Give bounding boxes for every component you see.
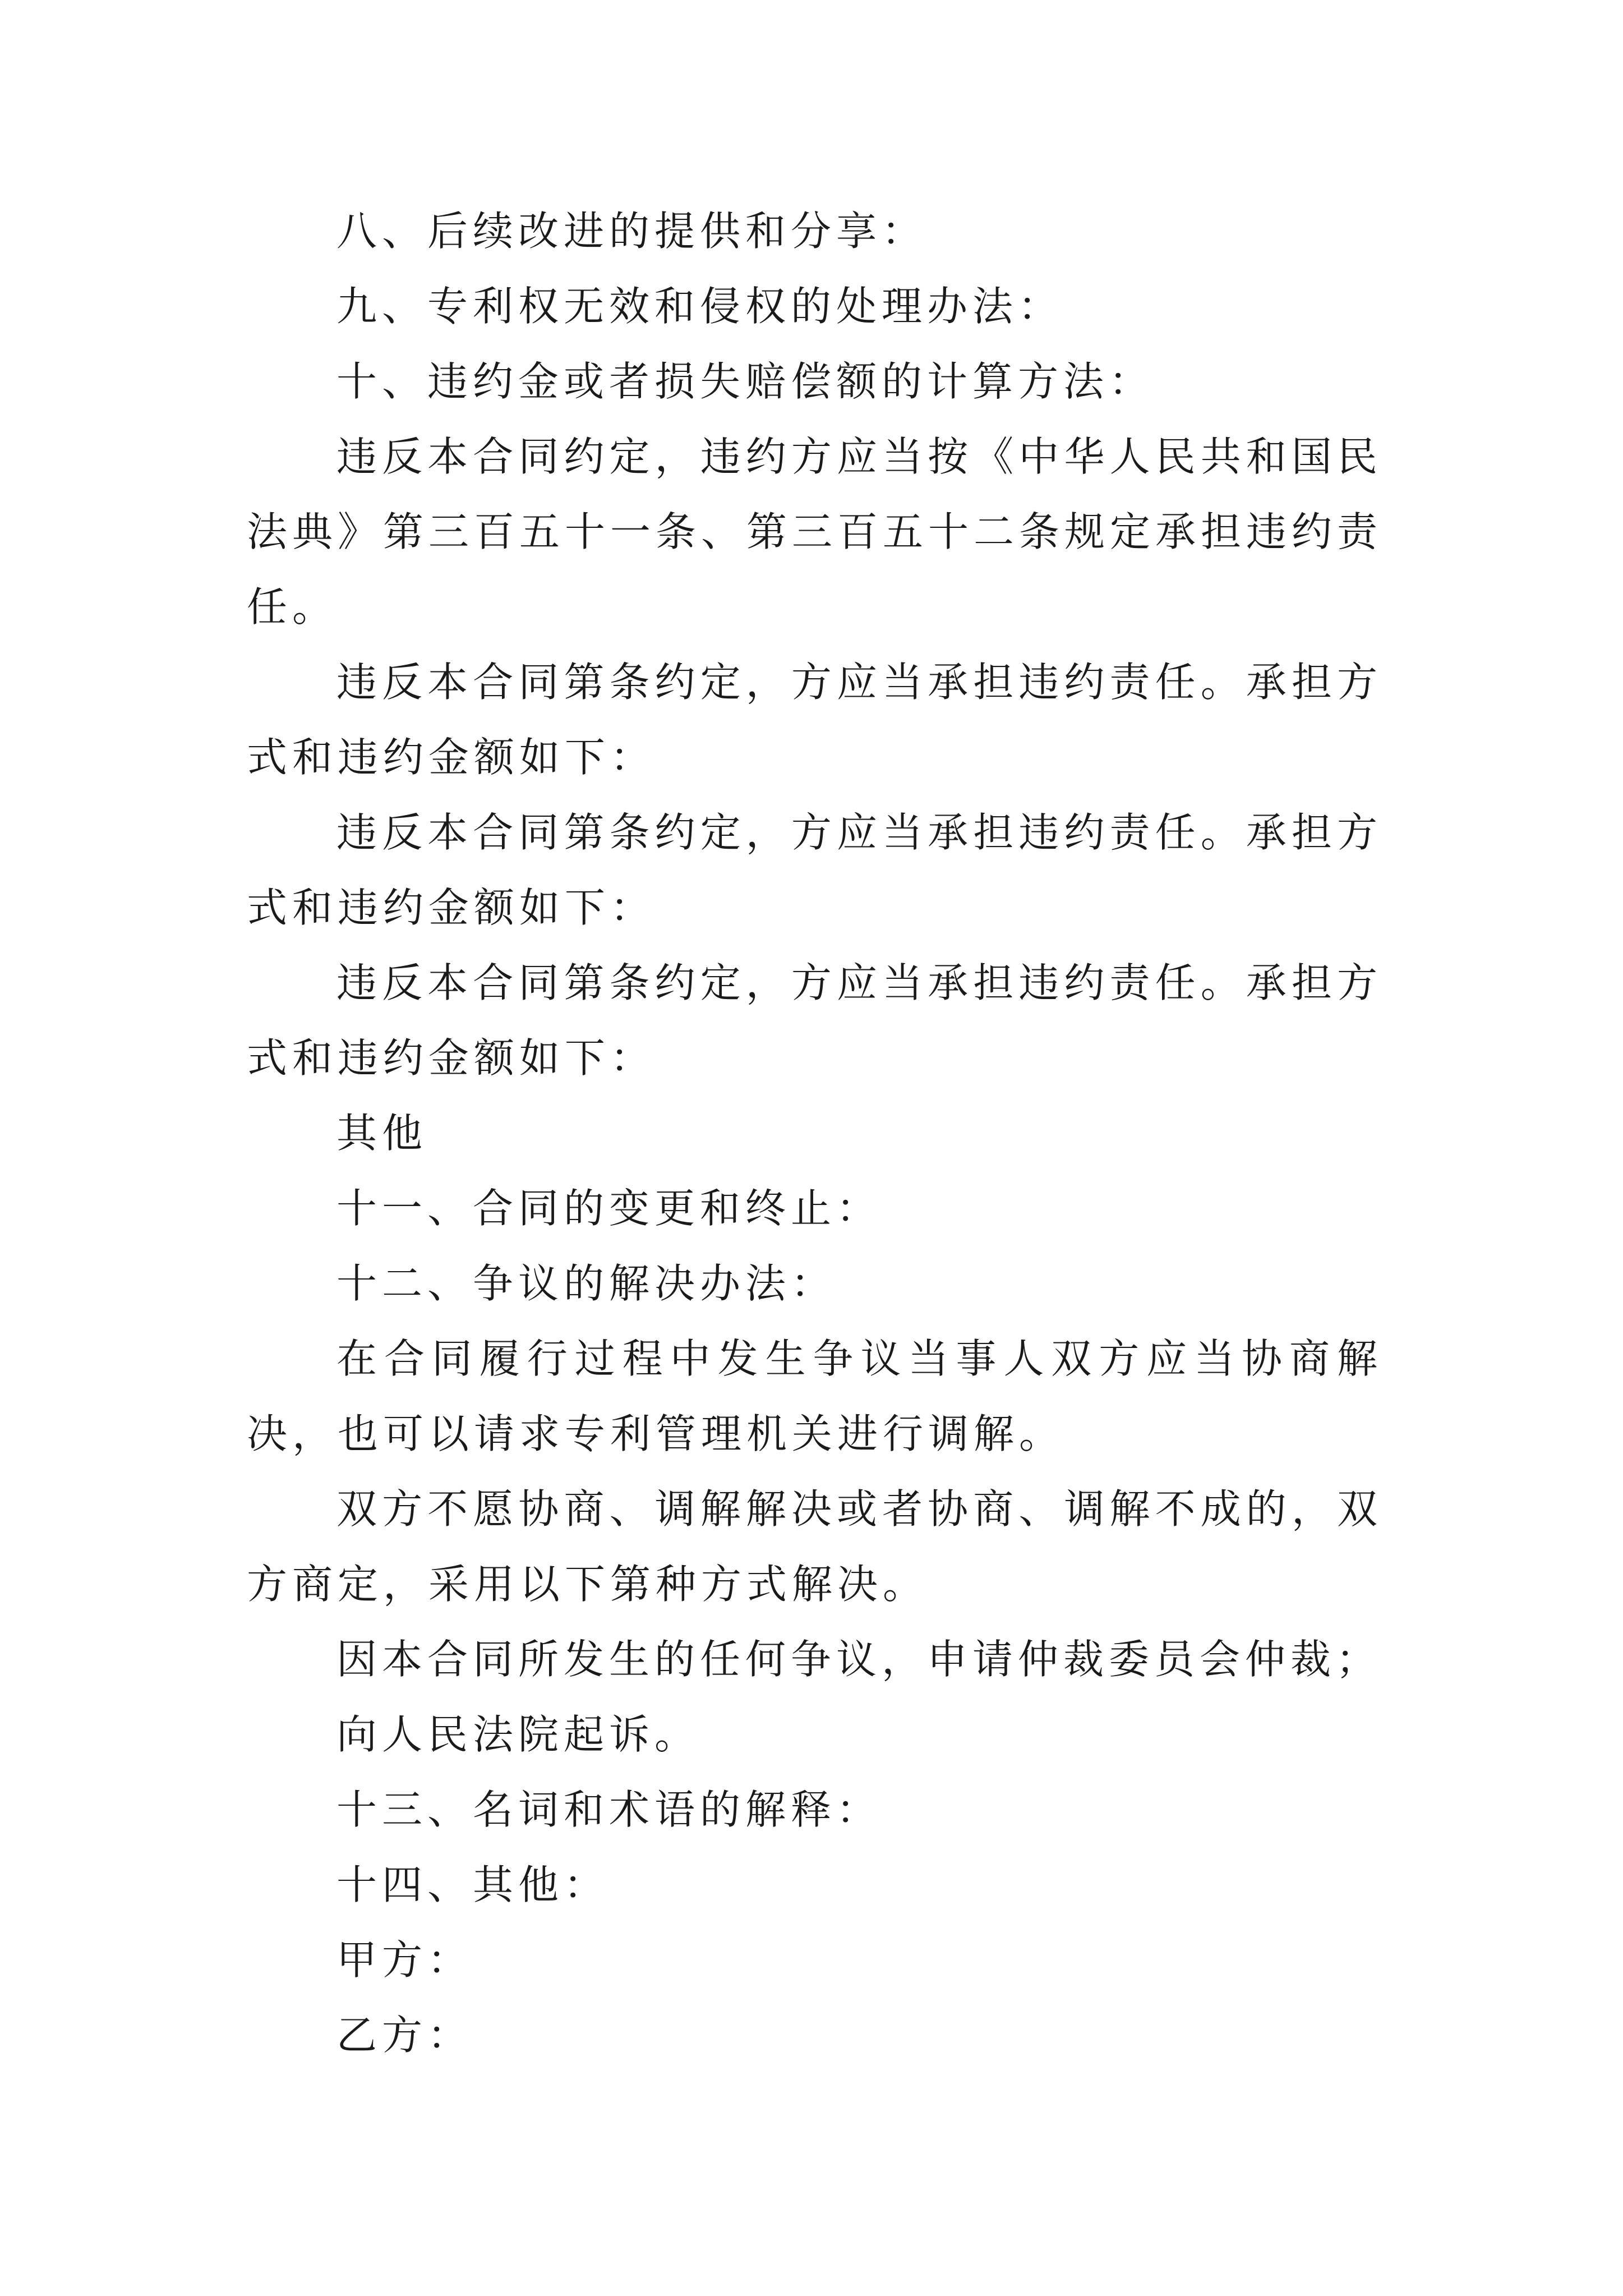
liability-paragraph: 违反本合同约定，违约方应当按《中华人民共和国民法典》第三百五十一条、第三百五十二条规定承担违约责任。	[247, 433, 1383, 631]
other-line: 其他	[336, 1110, 428, 1157]
clause-11-heading: 十一、合同的变更和终止：	[336, 1185, 882, 1232]
breach-paragraph-2: 违反本合同第条约定，方应当承担违约责任。承担方式和违约金额如下：	[247, 809, 1382, 931]
breach-paragraph-3: 违反本合同第条约定，方应当承担违约责任。承担方式和违约金额如下：	[247, 959, 1382, 1082]
litigation-option: 向人民法院起诉。	[336, 1711, 700, 1758]
clause-10-heading: 十、违约金或者损失赔偿额的计算方法：	[336, 358, 1155, 405]
document-body	[247, 194, 1382, 2073]
breach-paragraph-1: 违反本合同第条约定，方应当承担违约责任。承担方式和违约金额如下：	[247, 659, 1382, 781]
clause-8-heading: 八、后续改进的提供和分享：	[336, 208, 928, 255]
clause-13-heading: 十三、名词和术语的解释：	[336, 1786, 882, 1833]
dispute-paragraph-1: 在合同履行过程中发生争议当事人双方应当协商解决，也可以请求专利管理机关进行调解。	[247, 1335, 1382, 1457]
clause-14-heading: 十四、其他：	[336, 1861, 610, 1908]
clause-9-heading: 九、专利权无效和侵权的处理办法：	[336, 283, 1064, 330]
clause-12-heading: 十二、争议的解决办法：	[336, 1260, 837, 1307]
party-a-line: 甲方：	[336, 1936, 473, 1984]
arbitration-option: 因本合同所发生的任何争议，申请仲裁委员会仲裁；	[336, 1636, 1382, 1683]
party-b-line: 乙方：	[336, 2012, 473, 2059]
dispute-paragraph-2: 双方不愿协商、调解解决或者协商、调解不成的，双方商定，采用以下第种方式解决。	[247, 1485, 1382, 1608]
